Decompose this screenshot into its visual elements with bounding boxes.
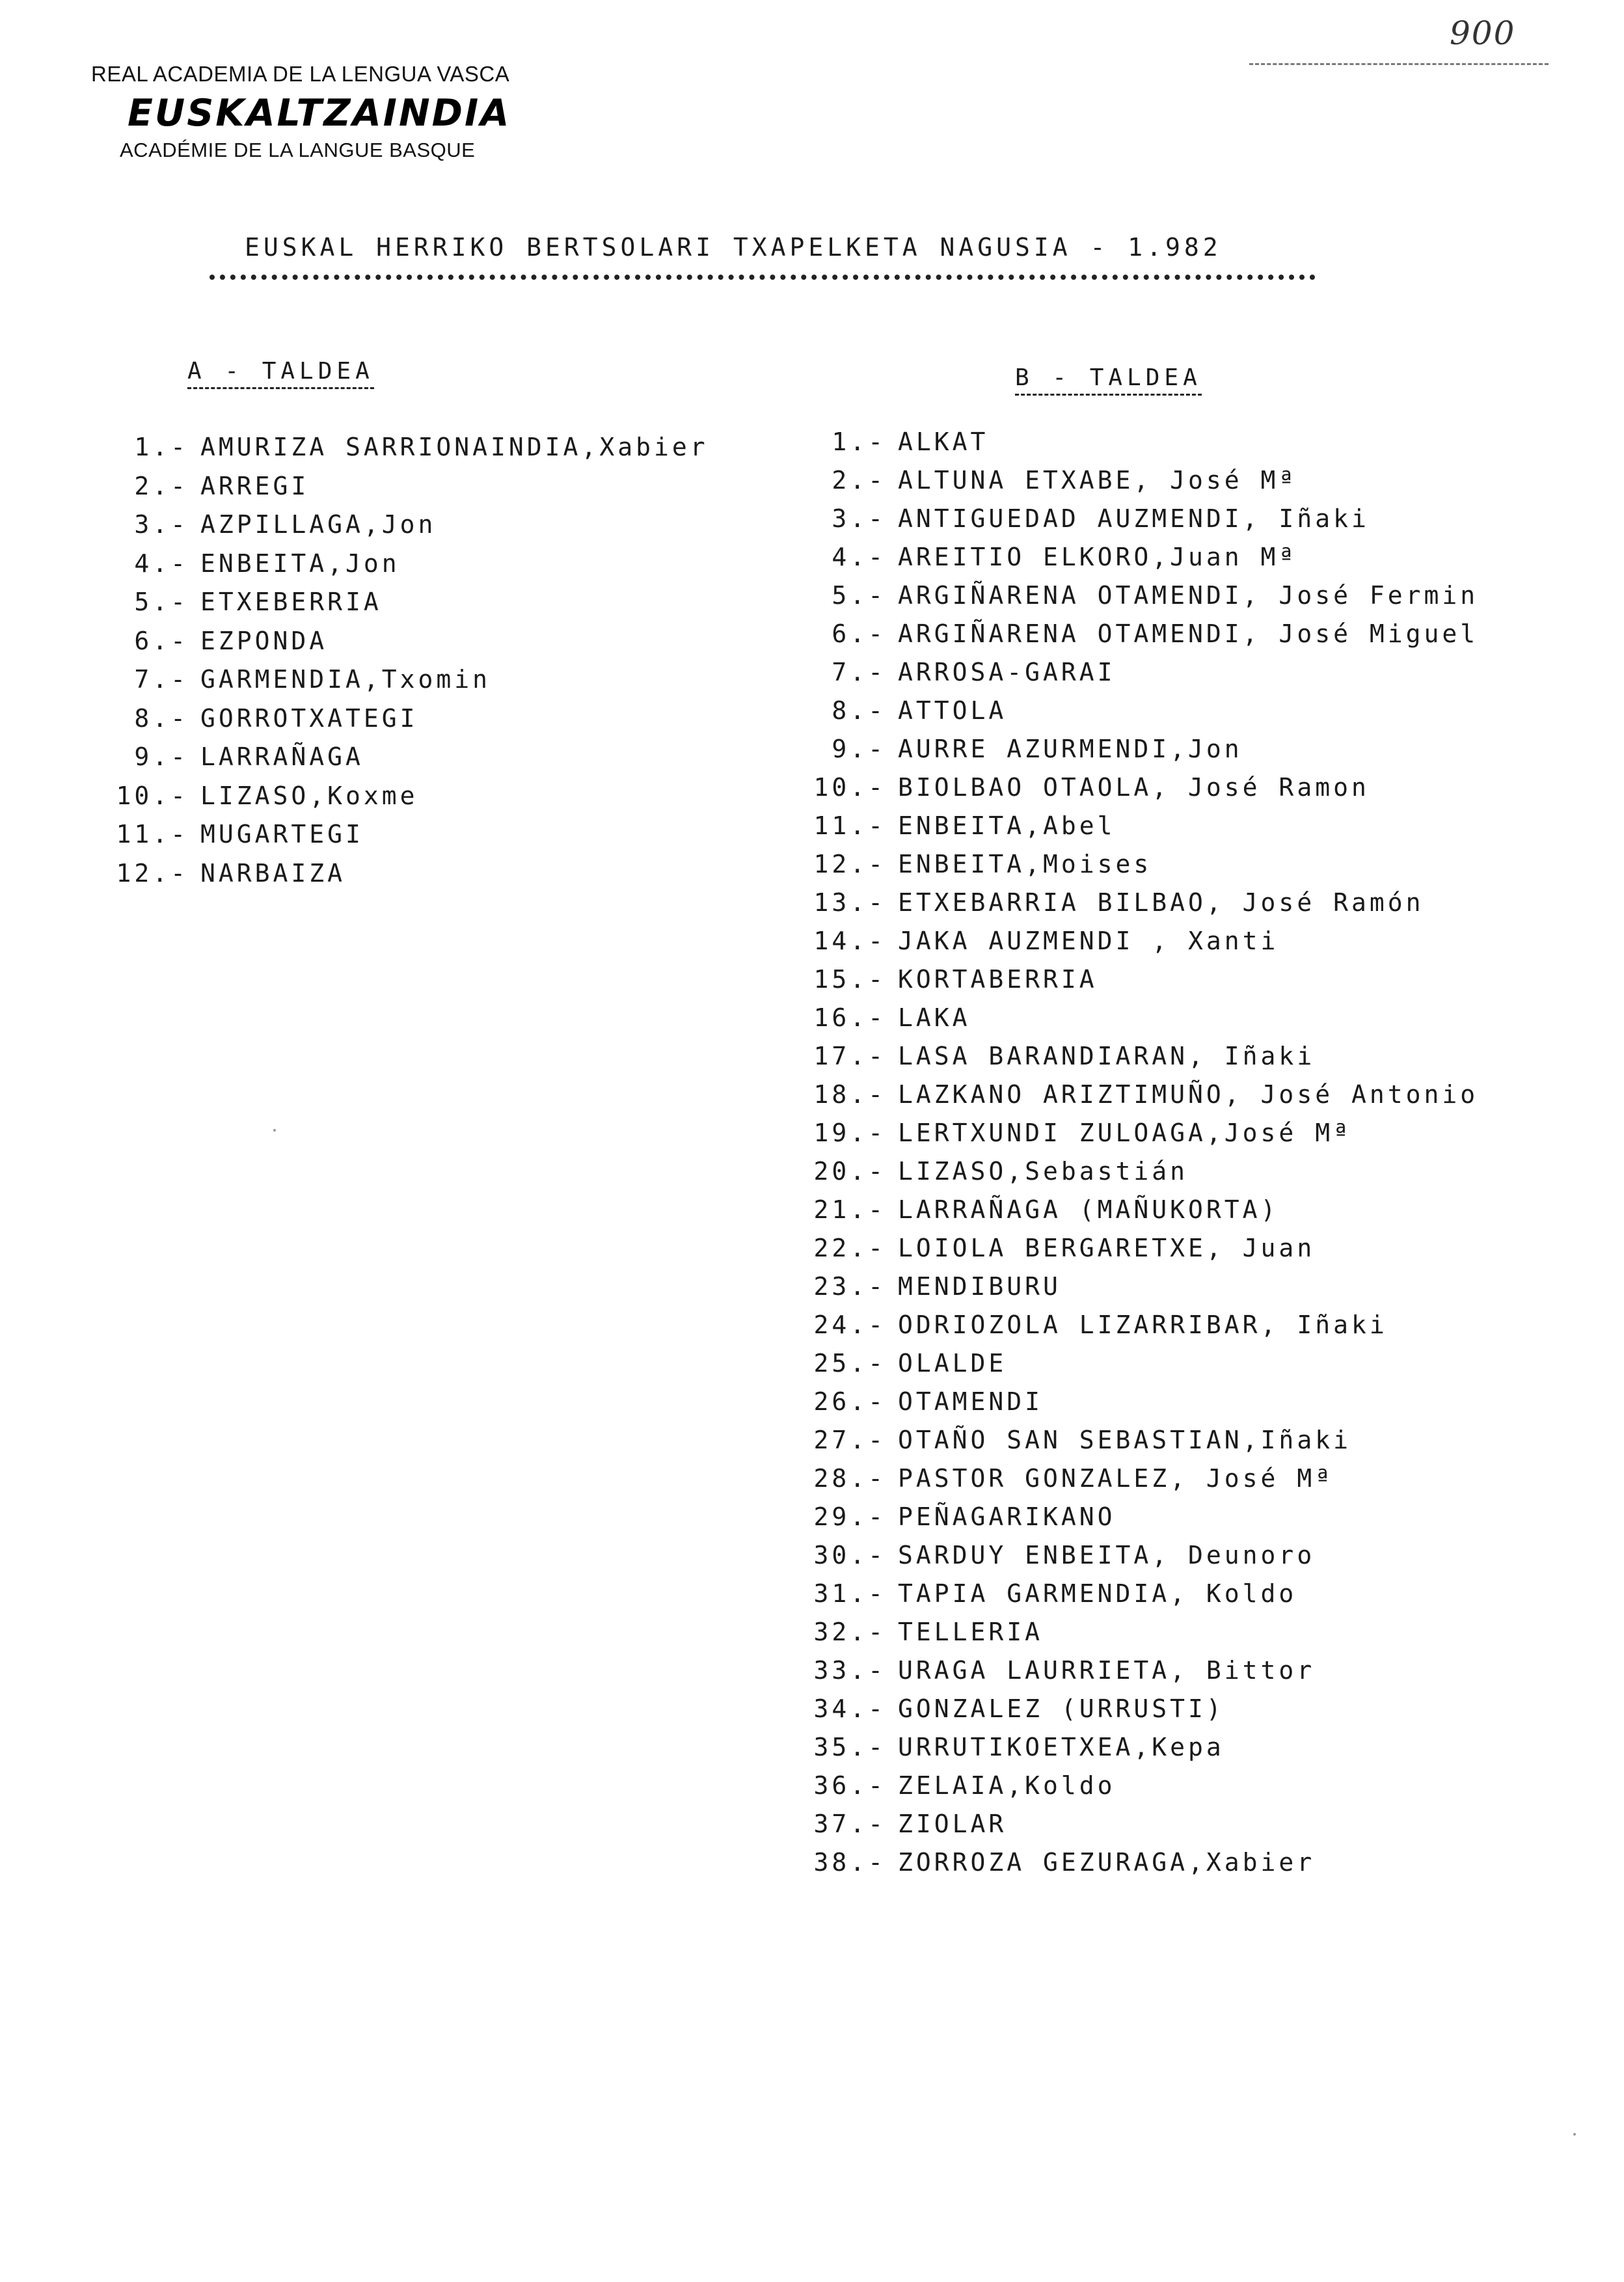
member-name: KORTABERRIA	[898, 965, 1098, 994]
group-a	[91, 358, 709, 893]
member-row	[800, 1575, 1478, 1613]
member-number: 8.-	[134, 703, 189, 733]
group-a-heading: A - TALDEA	[187, 358, 374, 389]
member-number: 7.-	[134, 665, 189, 694]
member-row	[800, 730, 1478, 768]
member-number: 2.-	[832, 466, 886, 495]
member-number: 16.-	[813, 1003, 886, 1032]
member-number: 36.-	[813, 1771, 886, 1800]
member-number: 38.-	[813, 1848, 886, 1877]
member-number: 6.-	[832, 619, 886, 648]
member-row	[91, 700, 709, 739]
member-row	[800, 1191, 1478, 1229]
member-name: JAKA AUZMENDI , Xanti	[898, 927, 1279, 955]
member-number: 10.-	[813, 773, 886, 802]
member-number: 30.-	[813, 1541, 886, 1569]
member-number: 10.-	[116, 781, 189, 810]
member-row	[800, 538, 1478, 577]
member-row	[800, 577, 1478, 615]
member-number: 11.-	[813, 811, 886, 840]
member-row	[800, 1613, 1478, 1651]
member-number: 18.-	[813, 1080, 886, 1109]
member-row	[91, 854, 709, 893]
member-number: 31.-	[813, 1579, 886, 1608]
member-number: 6.-	[134, 626, 189, 655]
member-row	[800, 1383, 1478, 1421]
member-number: 35.-	[813, 1733, 886, 1761]
member-name: BIOLBAO OTAOLA, José Ramon	[898, 773, 1370, 802]
member-name: URAGA LAURRIETA, Bittor	[898, 1656, 1316, 1685]
member-row	[91, 506, 709, 545]
member-row	[800, 1536, 1478, 1575]
member-name: ETXEBARRIA BILBAO, José Ramón	[898, 888, 1424, 917]
member-number: 32.-	[813, 1618, 886, 1646]
member-name: LIZASO,Koxme	[200, 781, 418, 810]
member-number: 20.-	[813, 1157, 886, 1186]
title-dotted-rule	[210, 275, 1316, 280]
member-name: ARROSA-GARAI	[898, 658, 1116, 686]
member-number: 24.-	[813, 1311, 886, 1339]
member-row	[800, 423, 1478, 461]
member-row	[800, 1229, 1478, 1268]
member-row	[800, 1651, 1478, 1690]
member-row	[91, 660, 709, 700]
member-row	[800, 1076, 1478, 1114]
member-row	[91, 545, 709, 584]
member-name: ARREGI	[200, 471, 310, 500]
letterhead-spanish-name: REAL ACADEMIA DE LA LENGUA VASCA	[91, 62, 510, 86]
member-row	[800, 1421, 1478, 1460]
member-row	[800, 999, 1478, 1037]
member-name: ENBEITA,Jon	[200, 549, 400, 578]
member-number: 27.-	[813, 1426, 886, 1454]
member-number: 3.-	[134, 510, 189, 539]
member-row	[800, 1114, 1478, 1152]
member-number: 22.-	[813, 1234, 886, 1262]
member-row	[800, 1498, 1478, 1536]
member-name: GONZALEZ (URRUSTI)	[898, 1694, 1225, 1723]
member-name: ZORROZA GEZURAGA,Xabier	[898, 1848, 1316, 1877]
member-name: LARRAÑAGA	[200, 742, 364, 771]
member-name: SARDUY ENBEITA, Deunoro	[898, 1541, 1316, 1569]
member-name: PASTOR GONZALEZ, José Mª	[898, 1464, 1334, 1493]
member-number: 19.-	[813, 1119, 886, 1147]
group-b	[800, 364, 1478, 1882]
page-number: 900	[1450, 14, 1516, 52]
group-b-member-list	[800, 423, 1478, 1882]
member-row	[800, 1152, 1478, 1191]
letterhead	[91, 62, 586, 162]
member-number: 5.-	[134, 588, 189, 616]
member-name: MENDIBURU	[898, 1272, 1061, 1301]
member-name: OTAÑO SAN SEBASTIAN,Iñaki	[898, 1426, 1351, 1454]
member-name: LARRAÑAGA (MAÑUKORTA)	[898, 1195, 1279, 1224]
member-name: AMURIZA SARRIONAINDIA,Xabier	[200, 433, 709, 461]
member-row	[800, 1306, 1478, 1344]
member-name: ARGIÑARENA OTAMENDI, José Miguel	[898, 619, 1479, 648]
member-name: OLALDE	[898, 1349, 1007, 1378]
member-name: GARMENDIA,Txomin	[200, 665, 491, 694]
member-row	[800, 768, 1478, 807]
member-row	[800, 807, 1478, 845]
member-number: 21.-	[813, 1195, 886, 1224]
member-row	[800, 653, 1478, 692]
member-row	[800, 1805, 1478, 1843]
member-row	[91, 467, 709, 506]
member-row	[800, 1268, 1478, 1306]
member-name: LAZKANO ARIZTIMUÑO, José Antonio	[898, 1080, 1479, 1109]
member-number: 7.-	[832, 658, 886, 686]
member-row	[800, 884, 1478, 922]
member-row	[800, 461, 1478, 500]
member-name: LERTXUNDI ZULOAGA,José Mª	[898, 1119, 1351, 1147]
member-row	[91, 815, 709, 854]
member-name: AREITIO ELKORO,Juan Mª	[898, 543, 1297, 571]
member-row	[800, 500, 1478, 538]
corner-rule	[1249, 63, 1549, 65]
member-name: ALTUNA ETXABE, José Mª	[898, 466, 1297, 495]
member-number: 14.-	[813, 927, 886, 955]
member-number: 8.-	[832, 696, 886, 725]
member-name: ANTIGUEDAD AUZMENDI, Iñaki	[898, 504, 1370, 533]
member-name: NARBAIZA	[200, 858, 346, 888]
member-number: 5.-	[832, 581, 886, 610]
member-name: OTAMENDI	[898, 1387, 1044, 1416]
member-name: MUGARTEGI	[200, 820, 364, 849]
paper-speck	[273, 1129, 276, 1132]
member-row	[91, 777, 709, 816]
member-number: 23.-	[813, 1272, 886, 1301]
member-name: AZPILLAGA,Jon	[200, 510, 437, 539]
group-a-member-list	[91, 428, 709, 893]
member-name: ENBEITA,Moises	[898, 850, 1152, 878]
member-row	[800, 922, 1478, 960]
member-number: 15.-	[813, 965, 886, 994]
member-number: 34.-	[813, 1694, 886, 1723]
member-name: LOIOLA BERGARETXE, Juan	[898, 1234, 1316, 1262]
member-row	[800, 1728, 1478, 1767]
member-row	[91, 583, 709, 622]
member-row	[800, 1843, 1478, 1882]
member-row	[800, 1460, 1478, 1498]
member-number: 12.-	[116, 858, 189, 888]
member-number: 1.-	[134, 433, 189, 461]
member-number: 28.-	[813, 1464, 886, 1493]
member-row	[91, 738, 709, 777]
member-row	[800, 1767, 1478, 1805]
member-row	[800, 845, 1478, 884]
member-row	[800, 960, 1478, 999]
member-name: ALKAT	[898, 428, 989, 456]
member-number: 29.-	[813, 1502, 886, 1531]
member-number: 12.-	[813, 850, 886, 878]
document-title: EUSKAL HERRIKO BERTSOLARI TXAPELKETA NAGUSIA - 1.982	[245, 233, 1222, 262]
member-name: ATTOLA	[898, 696, 1007, 725]
member-name: URRUTIKOETXEA,Kepa	[898, 1733, 1225, 1761]
paper-speck	[1573, 2133, 1576, 2136]
member-name: ETXEBERRIA	[200, 588, 382, 616]
member-name: ZELAIA,Koldo	[898, 1771, 1116, 1800]
member-number: 2.-	[134, 471, 189, 500]
member-row	[91, 622, 709, 661]
member-number: 33.-	[813, 1656, 886, 1685]
letterhead-logo-text: EUSKALTZAINDIA	[128, 92, 511, 135]
member-row	[800, 1690, 1478, 1728]
member-number: 26.-	[813, 1387, 886, 1416]
member-name: AURRE AZURMENDI,Jon	[898, 735, 1243, 763]
group-b-heading: B - TALDEA	[1015, 364, 1202, 396]
member-number: 37.-	[813, 1810, 886, 1838]
member-name: ARGIÑARENA OTAMENDI, José Fermin	[898, 581, 1479, 610]
member-number: 1.-	[832, 428, 886, 456]
member-name: LASA BARANDIARAN, Iñaki	[898, 1042, 1316, 1070]
member-row	[91, 428, 709, 467]
member-name: ENBEITA,Abel	[898, 811, 1116, 840]
member-number: 25.-	[813, 1349, 886, 1378]
member-row	[800, 1344, 1478, 1383]
member-name: PEÑAGARIKANO	[898, 1502, 1116, 1531]
member-name: LIZASO,Sebastián	[898, 1157, 1189, 1186]
member-row	[800, 692, 1478, 730]
member-row	[800, 615, 1478, 653]
member-number: 4.-	[832, 543, 886, 571]
member-row	[800, 1037, 1478, 1076]
member-number: 4.-	[134, 549, 189, 578]
member-name: GORROTXATEGI	[200, 703, 418, 733]
member-number: 9.-	[134, 742, 189, 771]
member-name: TELLERIA	[898, 1618, 1044, 1646]
member-number: 11.-	[116, 820, 189, 849]
member-name: ZIOLAR	[898, 1810, 1007, 1838]
letterhead-french-name: ACADÉMIE DE LA LANGUE BASQUE	[120, 139, 476, 161]
member-name: EZPONDA	[200, 626, 328, 655]
member-name: TAPIA GARMENDIA, Koldo	[898, 1579, 1297, 1608]
member-name: ODRIOZOLA LIZARRIBAR, Iñaki	[898, 1311, 1388, 1339]
member-number: 3.-	[832, 504, 886, 533]
member-number: 13.-	[813, 888, 886, 917]
member-number: 17.-	[813, 1042, 886, 1070]
member-number: 9.-	[832, 735, 886, 763]
member-name: LAKA	[898, 1003, 971, 1032]
